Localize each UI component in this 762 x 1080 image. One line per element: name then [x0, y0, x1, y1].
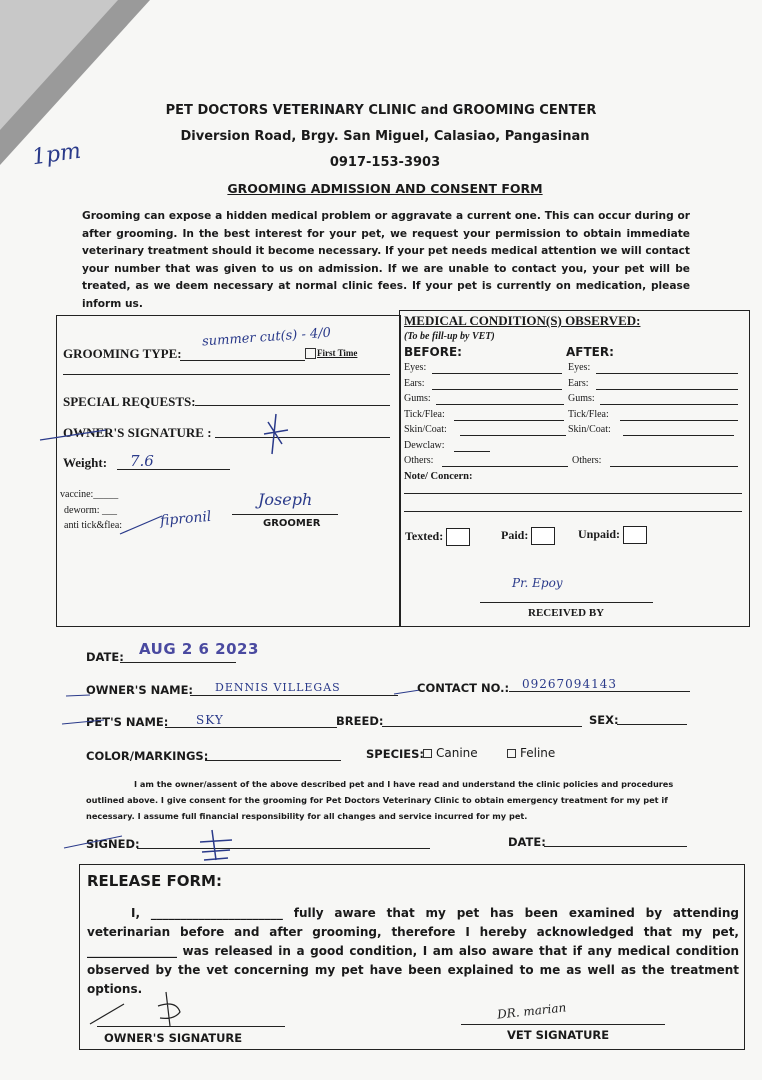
before-label: BEFORE:	[404, 345, 462, 359]
unpaid-checkbox[interactable]	[623, 526, 647, 544]
contact-line[interactable]	[509, 691, 690, 692]
before-list	[404, 362, 564, 471]
color-line[interactable]	[205, 760, 341, 761]
pet-name-value: SKY	[196, 713, 224, 727]
before-item[interactable]	[404, 409, 564, 425]
before-item-label: Ears:	[404, 377, 425, 389]
before-item[interactable]	[404, 440, 564, 456]
after-item-label: Skin/Coat:	[568, 424, 611, 435]
species-canine-option[interactable]	[423, 746, 478, 760]
pet-name-line[interactable]	[165, 727, 337, 728]
owner-name-strokes	[64, 686, 424, 706]
received-by-line[interactable]	[480, 602, 653, 603]
after-item[interactable]	[568, 393, 738, 409]
date-label: DATE:	[86, 650, 124, 664]
vet-signature-line[interactable]	[461, 1024, 665, 1025]
antitick-strike	[118, 510, 168, 540]
canine-label: Canine	[436, 746, 478, 760]
before-item[interactable]	[404, 362, 564, 378]
release-paragraph: I, ______________________ fully aware that my pet has been examined by attending veterinarian before and after grooming, therefore I hereby acknowledged that my pet, _______________ was released in a good condition, I am also aware that if any medical condition observed by the vet concerning my pet have been explained to me as well as the treatment options.	[87, 906, 739, 996]
after-item[interactable]	[568, 362, 738, 378]
texted-checkbox[interactable]	[446, 528, 470, 546]
received-by-label: RECEIVED BY	[528, 607, 605, 619]
owner-name-value: DENNIS VILLEGAS	[215, 681, 341, 694]
grooming-type-line[interactable]	[180, 360, 305, 361]
after-item-label: Ears:	[568, 377, 589, 389]
first-time-box[interactable]	[305, 348, 316, 359]
vet-signature-label: VET SIGNATURE	[507, 1028, 610, 1042]
first-time-checkbox[interactable]	[305, 348, 357, 359]
paid-checkbox[interactable]	[531, 527, 555, 545]
signed-scribble	[62, 826, 242, 866]
breed-label: BREED:	[336, 714, 384, 728]
after-item[interactable]	[568, 378, 738, 394]
sex-label: SEX:	[589, 713, 619, 727]
vet-name: DR. marian	[496, 1000, 567, 1022]
owner-signature-scribble	[36, 410, 296, 460]
date2-label: DATE:	[508, 835, 546, 849]
after-item	[568, 440, 738, 456]
before-item-label: Eyes:	[404, 362, 427, 373]
release-title: RELEASE FORM:	[87, 872, 222, 890]
owner-release-line[interactable]	[97, 1026, 285, 1027]
paid-label: Paid:	[501, 527, 529, 542]
before-item-label: Dewclaw:	[404, 439, 445, 451]
before-item-label: Tick/Flea:	[404, 408, 445, 420]
unpaid-label: Unpaid:	[578, 526, 621, 541]
vaccine-label: vaccine:_____	[60, 489, 119, 500]
species-label: SPECIES:	[366, 747, 425, 761]
after-item-label: Eyes:	[568, 362, 591, 373]
form-title: GROOMING ADMISSION AND CONSENT FORM	[227, 181, 543, 196]
after-item-label: Others:	[572, 455, 602, 466]
texted-field[interactable]	[405, 528, 470, 546]
groomer-label: GROOMER	[263, 518, 321, 529]
special-requests-label: SPECIAL REQUESTS:	[63, 394, 196, 409]
date-line[interactable]	[120, 662, 236, 663]
before-item-label: Skin/Coat:	[404, 424, 447, 435]
groomer-name: Joseph	[258, 490, 313, 509]
before-item-label: Others:	[404, 455, 434, 466]
before-item-label: Gums:	[404, 393, 431, 404]
date-stamp: AUG 2 6 2023	[139, 640, 259, 658]
margin-note: 1pm	[30, 138, 83, 171]
color-label: COLOR/MARKINGS:	[86, 749, 209, 763]
signed-label: SIGNED:	[86, 837, 140, 851]
groomer-line[interactable]	[232, 514, 338, 515]
after-item[interactable]	[568, 424, 738, 440]
breed-line[interactable]	[382, 726, 582, 727]
weight-value: 7.6	[130, 452, 154, 470]
grooming-type-line-2[interactable]	[63, 374, 390, 375]
contact-label: CONTACT NO.:	[417, 681, 510, 695]
species-feline-option[interactable]	[507, 746, 555, 760]
pet-name-label: PET'S NAME:	[86, 715, 169, 729]
pet-name-stroke	[60, 712, 110, 732]
antitick-label: anti tick&flea:	[64, 520, 123, 531]
feline-checkbox[interactable]	[507, 749, 516, 758]
date2-line[interactable]	[544, 846, 687, 847]
clinic-address: Diversion Road, Brgy. San Miguel, Calasiao, Pangasinan	[180, 129, 590, 144]
texted-label: Texted:	[405, 528, 444, 543]
before-item[interactable]	[404, 393, 564, 409]
grooming-type-value: summer cut(s) - 4/0	[201, 325, 332, 350]
special-requests-line[interactable]	[195, 405, 390, 406]
after-label: AFTER:	[566, 345, 614, 359]
unpaid-field[interactable]	[578, 526, 647, 544]
after-list	[568, 362, 738, 471]
before-item[interactable]	[404, 455, 564, 471]
after-item-label: Gums:	[568, 393, 595, 404]
receiver-name: Pr. Epoy	[512, 576, 563, 590]
consent-paragraph: I am the owner/assent of the above described pet and I have read and understand the clinic policies and procedures outlined above. I give consent for the grooming for Pet Doctors Veterinary Clinic to obtain emergency treatment for my pet if necessary. I assume full financial responsibility for all changes and service incurred for my pet.	[86, 779, 674, 821]
clinic-phone: 0917-153-3903	[329, 155, 441, 170]
feline-label: Feline	[520, 746, 556, 760]
deworm-label: deworm: ___	[64, 505, 118, 516]
before-item[interactable]	[404, 378, 564, 394]
canine-checkbox[interactable]	[423, 749, 432, 758]
weight-label: Weight:	[63, 455, 108, 470]
owner-signature-label: OWNER'S SIGNATURE :	[63, 425, 212, 440]
note-line-1[interactable]	[404, 493, 742, 494]
owner-release-label: OWNER'S SIGNATURE	[104, 1031, 243, 1045]
medical-subtitle: (To be fill-up by VET)	[404, 331, 495, 342]
owner-release-scribble	[84, 990, 194, 1030]
clinic-name: PET DOCTORS VETERINARY CLINIC and GROOMING CENTER	[165, 103, 597, 118]
note-label: Note/ Concern:	[404, 471, 473, 482]
grooming-type-label: GROOMING TYPE:	[63, 346, 182, 361]
antitick-value: fipronil	[159, 508, 213, 530]
after-item-label: Tick/Flea:	[568, 408, 609, 420]
note-line-2[interactable]	[404, 511, 742, 512]
contact-value: 09267094143	[522, 677, 617, 691]
paid-field[interactable]	[501, 527, 555, 545]
intro-paragraph: Grooming can expose a hidden medical problem or aggravate a current one. This can occur during or after grooming. In the best interest for your pet, we request your permission to obtain immediate veterinary treatment should it become necessary. If your pet needs medical attention we will contact your number that was given to us on admission. If we are unable to contact you, your pet will be treated, as we deem necessary at normal clinic fees. If your pet is currently on medication, please inform us.	[82, 210, 690, 310]
before-item[interactable]	[404, 424, 564, 440]
owner-name-label: OWNER'S NAME:	[86, 683, 194, 697]
after-item[interactable]	[568, 409, 738, 425]
first-time-label: First Time	[317, 348, 358, 358]
medical-title: MEDICAL CONDITION(S) OBSERVED:	[404, 313, 641, 328]
sex-line[interactable]	[617, 724, 687, 725]
after-item[interactable]	[568, 455, 738, 471]
